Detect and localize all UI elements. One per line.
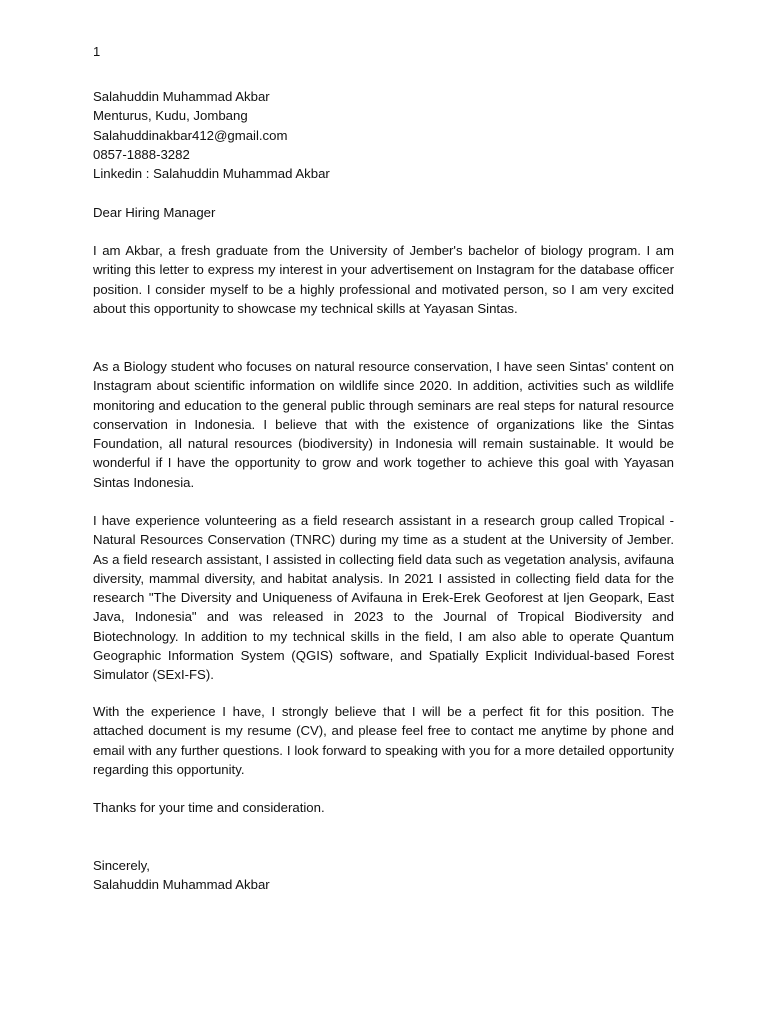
- sender-linkedin: Linkedin : Salahuddin Muhammad Akbar: [93, 166, 330, 182]
- signoff-block: [93, 856, 270, 895]
- page-number: 1: [93, 44, 101, 59]
- salutation: Dear Hiring Manager: [93, 205, 216, 220]
- sender-block: [93, 87, 330, 183]
- body-paragraph-intro: I am Akbar, a fresh graduate from the University of Jember's bachelor of biology program. I am writing this letter to express my interest in your advertisement on Instagram for the database officer position. I consider myself to be a highly professional and motivated person, so I am very excited about this opportunity to showcase my technical skills at Yayasan Sintas.: [93, 243, 674, 316]
- sender-address: Menturus, Kudu, Jombang: [93, 108, 248, 124]
- sender-phone: 0857-1888-3282: [93, 146, 190, 162]
- sender-name: Salahuddin Muhammad Akbar: [93, 89, 270, 104]
- closing-word: Sincerely,: [93, 858, 150, 873]
- closing-thanks: Thanks for your time and consideration.: [93, 800, 325, 815]
- body-paragraph-motivation: As a Biology student who focuses on natural resource conservation, I have seen Sintas' content on Instagram about scientific information on wildlife since 2020. In addition, activities such as wildlife monitoring and education to the general public through seminars are real steps for natural resource conservation in Indonesia. I believe that with the existence of organizations like the Sintas Foundation, all natural resources (biodiversity) in Indonesia will remain sustainable. It would be wonderful if I have the opportunity to grow and work together to achieve this goal with Yayasan Sintas Indonesia.: [93, 359, 674, 490]
- letter-page: [93, 0, 674, 1024]
- body-paragraph-experience: I have experience volunteering as a field research assistant in a research group called Tropical - Natural Resources Conservation (TNRC) during my time as a student at the University of Jember. As a field research assistant, I assisted in collecting field data such as vegetation analysis, avifauna diversity, mammal diversity, and habitat analysis. In 2021 I assisted in collecting field data for the research "The Diversity and Uniqueness of Avifauna in Erek-Erek Geoforest at Ijen Geopark, East Java, Indonesia" and was released in 2023 to the Journal of Tropical Biodiversity and Biotechnology. In addition to my technical skills in the field, I am also able to operate Quantum Geographic Information System (QGIS) software, and Spatially Explicit Individual-based Forest Simulator (SExI-FS).: [93, 513, 674, 683]
- body-paragraph-conclusion: With the experience I have, I strongly believe that I will be a perfect fit for this position. The attached document is my resume (CV), and please feel free to contact me anytime by phone and email with any further questions. I look forward to speaking with you for a more detailed opportunity regarding this opportunity.: [93, 704, 674, 777]
- signature-name: Salahuddin Muhammad Akbar: [93, 877, 270, 893]
- sender-email: Salahuddinakbar412@gmail.com: [93, 127, 288, 143]
